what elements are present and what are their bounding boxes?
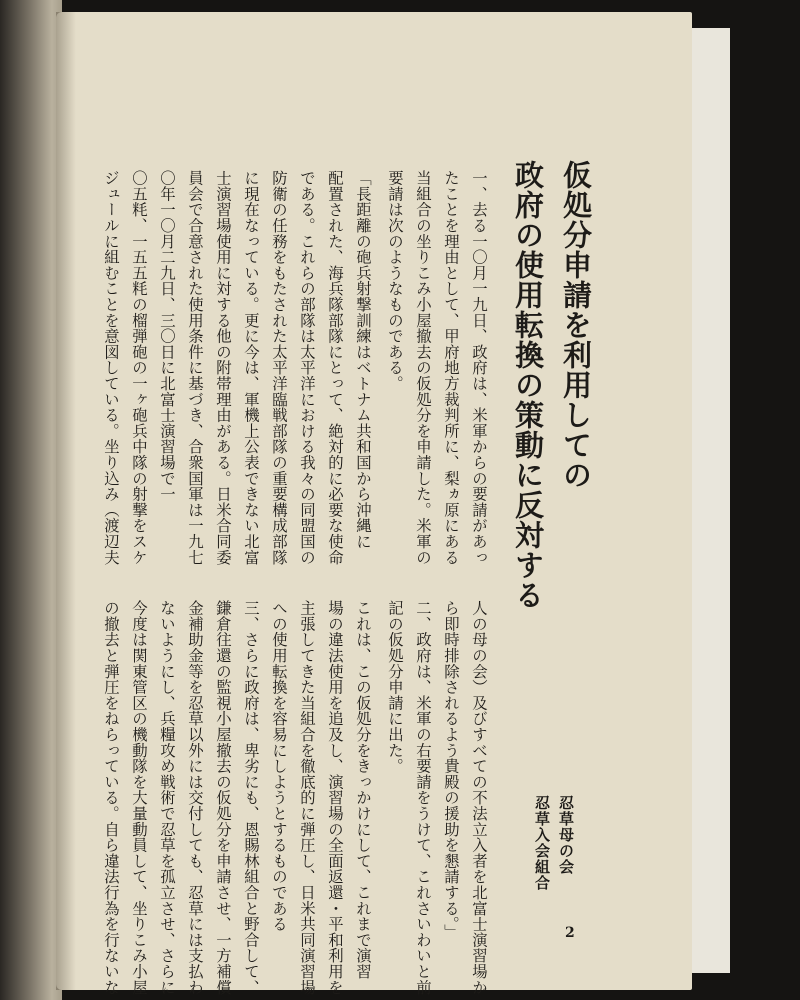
body-column-12: 〇年一〇月二九日、三〇日に北富士演習場で一	[158, 170, 176, 502]
body-column-b11: 金補助金等を忍草以外には交付しても、忍草には支払わ	[186, 600, 204, 995]
body-column-b8: への使用転換を容易にしようとするものである	[270, 600, 288, 932]
body-column-6: 配置された、海兵隊部隊にとって、絶対的に必要な使命	[326, 170, 344, 565]
body-column-b5: これは、この仮処分をきっかけにして、これまで演習	[354, 600, 372, 980]
body-column-b1: 人の母の会）及びすべての不法立入者を北富士演習場か	[470, 600, 488, 995]
body-column-2: たことを理由として、甲府地方裁判所に、梨ヵ原にある	[442, 170, 460, 565]
title-line-1: 仮処分申請を利用しての	[559, 160, 593, 490]
book-page	[56, 12, 692, 990]
org-name-1: 忍草母の会	[557, 795, 575, 875]
body-column-b3: 二、政府は、米軍の右要請をうけて、これさいわいと前	[414, 600, 432, 995]
body-column-b4: 記の仮処分申請に出た。	[386, 600, 404, 774]
body-column-b13: 今度は関東管区の機動隊を大量動員して、坐りこみ小屋	[130, 600, 148, 995]
title-line-2: 政府の使用転換の策動に反対する	[511, 160, 545, 610]
org-name-2: 忍草入会組合	[533, 795, 551, 891]
body-column-9: に現在なっている。更に今は、軍機上公表できない北富	[242, 170, 260, 565]
body-column-b7: 主張してきた当組合を徹底的に弾圧し、日米共同演習場	[298, 600, 316, 995]
body-column-13: 〇五粍、一五五粍の榴弾砲の一ヶ砲兵中隊の射撃をスケ	[130, 170, 148, 565]
body-column-b9: 三、さらに政府は、卑劣にも、恩賜林組合と野合して、	[242, 600, 260, 995]
body-column-b14: の撤去と弾圧をねらっている。自ら違法行為を行ないな	[102, 600, 120, 995]
body-column-b2: ら即時排除されるよう貴殿の援助を懇請する。」	[442, 600, 460, 940]
body-column-7: である。これらの部隊は太平洋における我々の同盟国の	[298, 170, 316, 565]
body-column-10: 士演習場使用に対する他の附帯理由がある。日米合同委	[214, 170, 232, 565]
body-column-3: 当組合の坐りこみ小屋撤去の仮処分を申請した。米軍の	[414, 170, 432, 565]
body-column-1: 一、去る一〇月一九日、政府は、米軍からの要請があっ	[470, 170, 488, 565]
body-column-b6: 場の違法使用を追及し、演習場の全面返還・平和利用を	[326, 600, 344, 995]
body-column-11: 員会で合意された使用条件に基づき、合衆国軍は一九七	[186, 170, 204, 565]
body-column-b10: 鎌倉往還の監視小屋撤去の仮処分を申請させ、一方補償	[214, 600, 232, 995]
body-column-4: 要請は次のようなものである。	[386, 170, 404, 392]
body-column-8: 防衛の任務をもたされた太平洋臨戦部隊の重要構成部隊	[270, 170, 288, 565]
body-column-14: ジュールに組むことを意図している。坐り込み（渡辺夫	[102, 170, 120, 565]
page-number: 2	[565, 925, 575, 941]
body-column-5: 「長距離の砲兵射撃訓練はベトナム共和国から沖縄に	[354, 170, 372, 550]
body-column-b12: ないようにし、兵糧攻め戦術で忍草を孤立させ、さらに	[158, 600, 176, 995]
left-page-edge	[0, 0, 62, 1000]
page-gutter-shadow	[56, 12, 76, 990]
